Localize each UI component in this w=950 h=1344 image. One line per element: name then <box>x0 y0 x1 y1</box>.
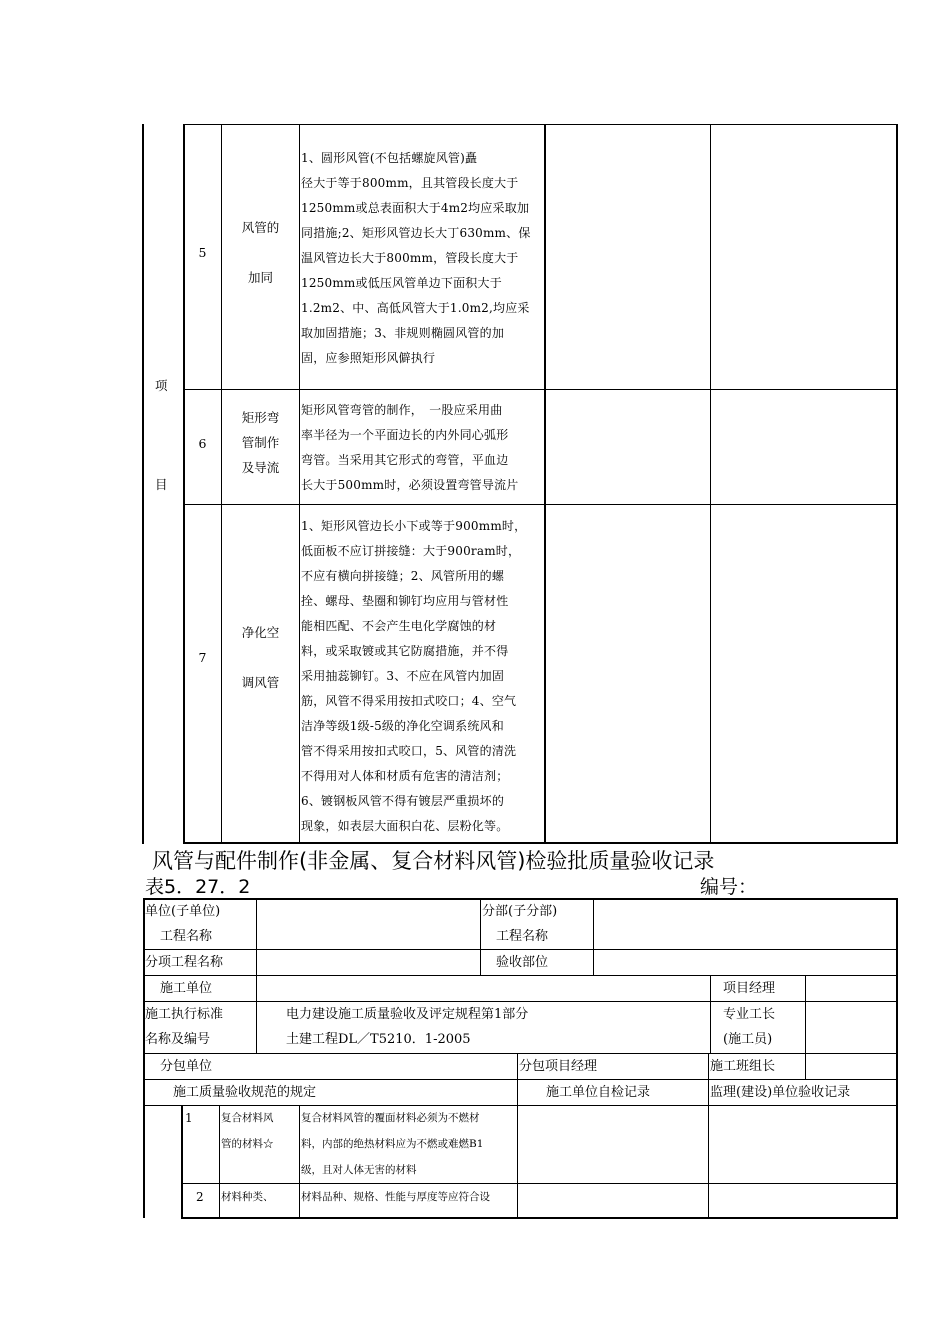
row-number: 7 <box>198 650 207 665</box>
row-description: 矩形风管弯管的制作， 一股应采用曲 率半径为一个平面边长的内外同心弧形 弯管。当采用其它形式的弯管，平血边 长大于500mm时，必须设置弯管导流片 <box>301 403 519 492</box>
unit-project-label: 单位(子单位) <box>145 904 221 919</box>
team-leader-label: 施工班组长 <box>710 1059 776 1074</box>
standard-label: 名称及编号 <box>145 1032 211 1047</box>
project-manager-label: 项目经理 <box>723 981 776 996</box>
item-name-line: 风管的 <box>241 220 280 235</box>
row-description: 复合材料风管的覆面材料必须为不燃材 料，内部的绝热材料应为不燃或难燃B1 级，且对人体无害的材料 <box>301 1112 484 1176</box>
row-description: 1、矩形风管边长小下或等于900mm时， 低面板不应订拼接缝：大于900ram时， 不应有横向拼接缝；2、风管所用的螺 拴、螺母、垫圈和铆钉均应用与管材性 能相匹配、不会产生电化学腐蚀的材 料，或采取镀或其它防腐措施，并不得 采用抽蕊铆钉。3、不应在风管内加固 筋，风管不得采用按扣式咬口；4、空气 洁净等级1级-5级的净化空调系统风和 管不得采用按扣式咬口，5、风管的清洗 不得用对人体和材质有危害的清洁剂； 6、镀钢板风管不得有镀层严重损坏的 现象，如表层大面积白花、层粉化等。 <box>301 519 527 833</box>
row-number: 5 <box>198 245 207 260</box>
item-name-line: 矩形弯 <box>241 410 280 425</box>
standard-value: 土建工程DL／T5210．1-2005 <box>286 1032 471 1047</box>
item-name-line: 调风管 <box>241 675 280 690</box>
item-name: 材料种类、 <box>221 1191 274 1203</box>
unit-project-label: 工程名称 <box>160 929 213 944</box>
construction-unit-label: 施工单位 <box>160 981 213 996</box>
subcontract-unit-label: 分包单位 <box>160 1059 213 1074</box>
sub-division-label: 分部(子分部) <box>482 904 558 919</box>
table-number: 表5．27．2 <box>145 876 251 898</box>
item-name-line: 加同 <box>247 270 273 285</box>
row-number: 1 <box>185 1111 193 1125</box>
item-name-line: 管制作 <box>241 435 280 450</box>
side-label-top: 项 <box>155 378 168 393</box>
form-title: 风管与配件制作(非金属、复合材料风管)检验批质量验收记录 <box>152 849 715 873</box>
foreman-label: 专业工长 <box>723 1007 776 1022</box>
sub-project-manager-label: 分包项目经理 <box>519 1059 598 1074</box>
foreman-label: (施工员) <box>723 1032 773 1047</box>
spec-header: 施工质量验收规范的规定 <box>173 1085 317 1100</box>
standard-label: 施工执行标准 <box>145 1007 224 1022</box>
supervision-header: 监理(建设)单位验收记录 <box>710 1085 851 1100</box>
row-number: 6 <box>198 436 207 451</box>
row-number: 2 <box>196 1190 204 1204</box>
accept-part-label: 验收部位 <box>496 955 549 970</box>
item-name-line: 净化空 <box>241 625 280 640</box>
sub-division-label: 工程名称 <box>496 929 549 944</box>
standard-value: 电力建设施工质量验收及评定规程第1部分 <box>286 1007 529 1022</box>
item-name: 复合材料风 管的材料☆ <box>221 1112 274 1150</box>
row-description: 1、圆形风管(不包括螺旋风管)矗 径大于等于800mm，且其管段长度大于 1250mm或总表面积大于4m2均应采取加 同措施;2、矩形风管边长大丁630mm、保 温风管边长大于800mm，管段长度大于 1250mm或低压风管单边下面积大于 1.2m2、中、高低风管大于1.0m2,均应采 取加固措施；3、非规则椭圆风管的加 固，应参照矩形风僻执行 <box>301 151 531 365</box>
item-project-label: 分项工程名称 <box>145 955 224 970</box>
row-description: 材料品种、规格、性能与厚度等应符合设 <box>301 1191 490 1203</box>
side-label-bottom: 目 <box>155 477 168 492</box>
serial-number-label: 编号： <box>700 876 758 898</box>
self-check-header: 施工单位自检记录 <box>546 1085 651 1100</box>
item-name-line: 及导流 <box>241 460 280 475</box>
